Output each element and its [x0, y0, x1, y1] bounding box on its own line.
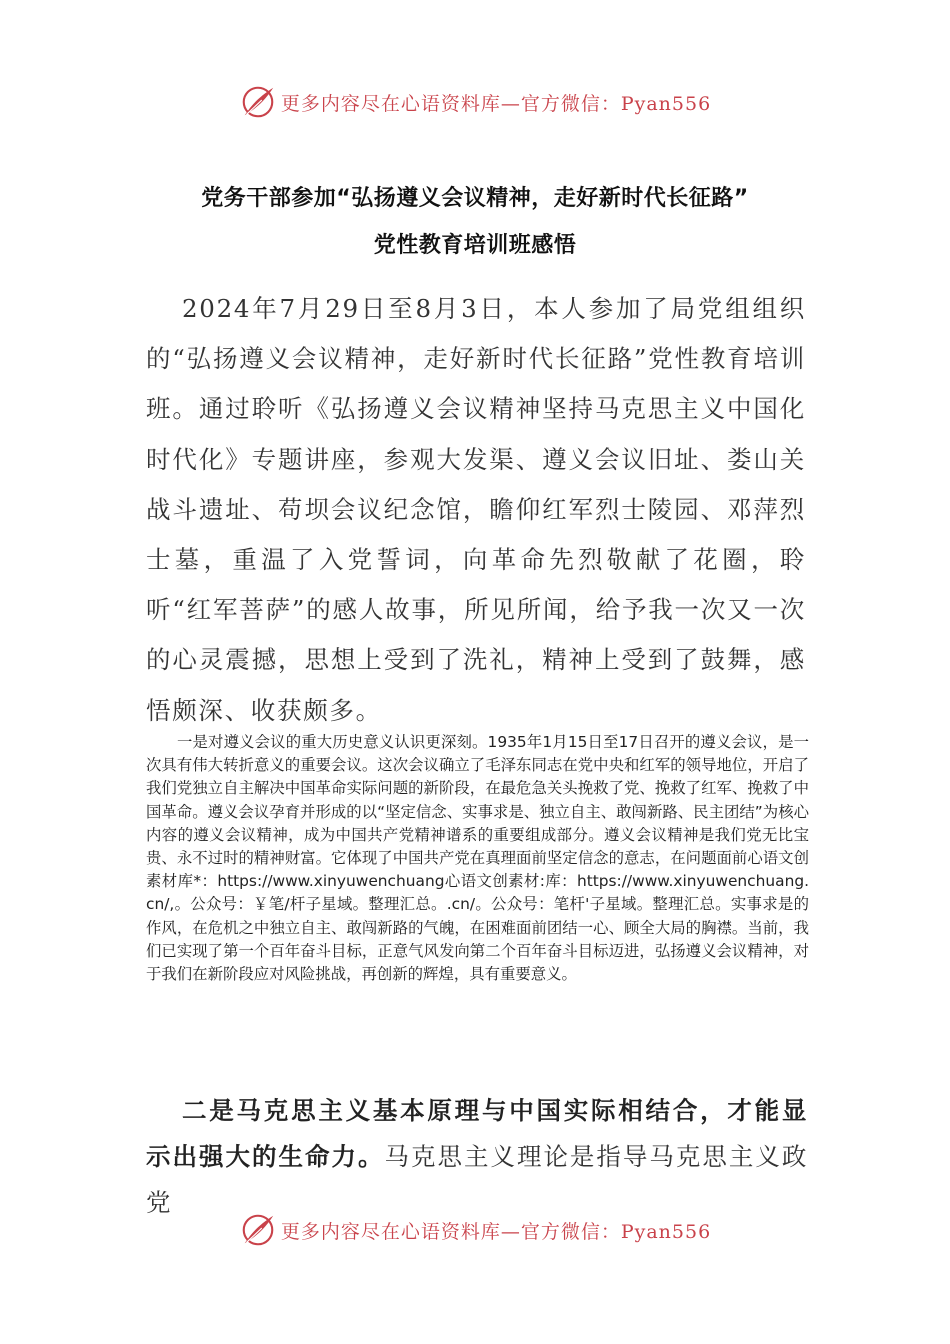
paragraph-point-one: 一是对遵义会议的重大历史意义认识更深刻。1935年1月15日至17日召开的遵义会议，是一次具有伟大转折意义的重要会议。这次会议确立了毛泽东同志在党中央和红军的领导地位，开启了我们党独立自主解决中国革命实际问题的新阶段，在最危急关头挽救了党、挽救了红军、挽救了中国革命。遵义会议孕育并形成的以“坚定信念、实事求是、独立自主、敢闯新路、民主团结”为核心内容的遵义会议精神，成为中国共产党精神谱系的重要组成部分。遵义会议精神是我们党无比宝贵、永不过时的精神财富。它体现了中国共产党在真理面前坚定信念的意志，在问题面前心语文创素材库*：https://www.xinyuwenchuang心语文创素材:库：https://www.xinyuwenchuang.cn/,。公众号：￥笔/杆子星域。整理汇总。.cn/。公众号：笔杆'子星域。整理汇总。实事求是的作风，在危机之中独立自主、敢闯新路的气魄，在困难面前团结一心、顾全大局的胸襟。当前，我们已实现了第一个百年奋斗目标，正意气风发向第二个百年奋斗目标迈进，弘扬遵义会议精神，对于我们在新阶段应对风险挑战，再创新的辉煌，具有重要意义。	[146, 733, 809, 984]
quill-logo-icon	[239, 83, 277, 121]
wechat-id: Pyan556	[620, 92, 712, 115]
paragraph-point-two-heading: 二是马克思主义基本原理与中国实际相结合，才能显示出强大的生命力。	[146, 1096, 808, 1171]
watermark-text: 更多内容尽在心语资料库—官方微信：Pyan556	[280, 92, 712, 115]
document-title-line1: 党务干部参加“弘扬遵义会议精神，走好新时代长征路”	[201, 186, 749, 211]
top-watermark-banner	[0, 80, 950, 124]
document-title-line2: 党性教育培训班感悟	[373, 233, 577, 258]
paragraph-point-two-body: 马克思主义理论是指导马克思主义政党	[146, 1142, 808, 1217]
watermark-text: 更多内容尽在心语资料库—官方微信：Pyan556	[280, 1220, 712, 1243]
paragraph-point-two	[146, 1088, 808, 1226]
quill-logo-icon	[239, 1211, 277, 1249]
bottom-watermark-banner	[0, 1208, 950, 1252]
paragraph-intro: 2024年7月29日至8月3日，本人参加了局党组组织的“弘扬遵义会议精神，走好新时代长征路”党性教育培训班。通过聆听《弘扬遵义会议精神坚持马克思主义中国化时代化》专题讲座，参观大发渠、遵义会议旧址、娄山关战斗遗址、苟坝会议纪念馆，瞻仰红军烈士陵园、邓萍烈士墓，重温了入党誓词，向革命先烈敬献了花圈，聆听“红军菩萨”的感人故事，所见所闻，给予我一次又一次的心灵震撼，思想上受到了洗礼，精神上受到了鼓舞，感悟颇深、收获颇多。	[146, 294, 806, 725]
wechat-id: Pyan556	[620, 1220, 712, 1243]
